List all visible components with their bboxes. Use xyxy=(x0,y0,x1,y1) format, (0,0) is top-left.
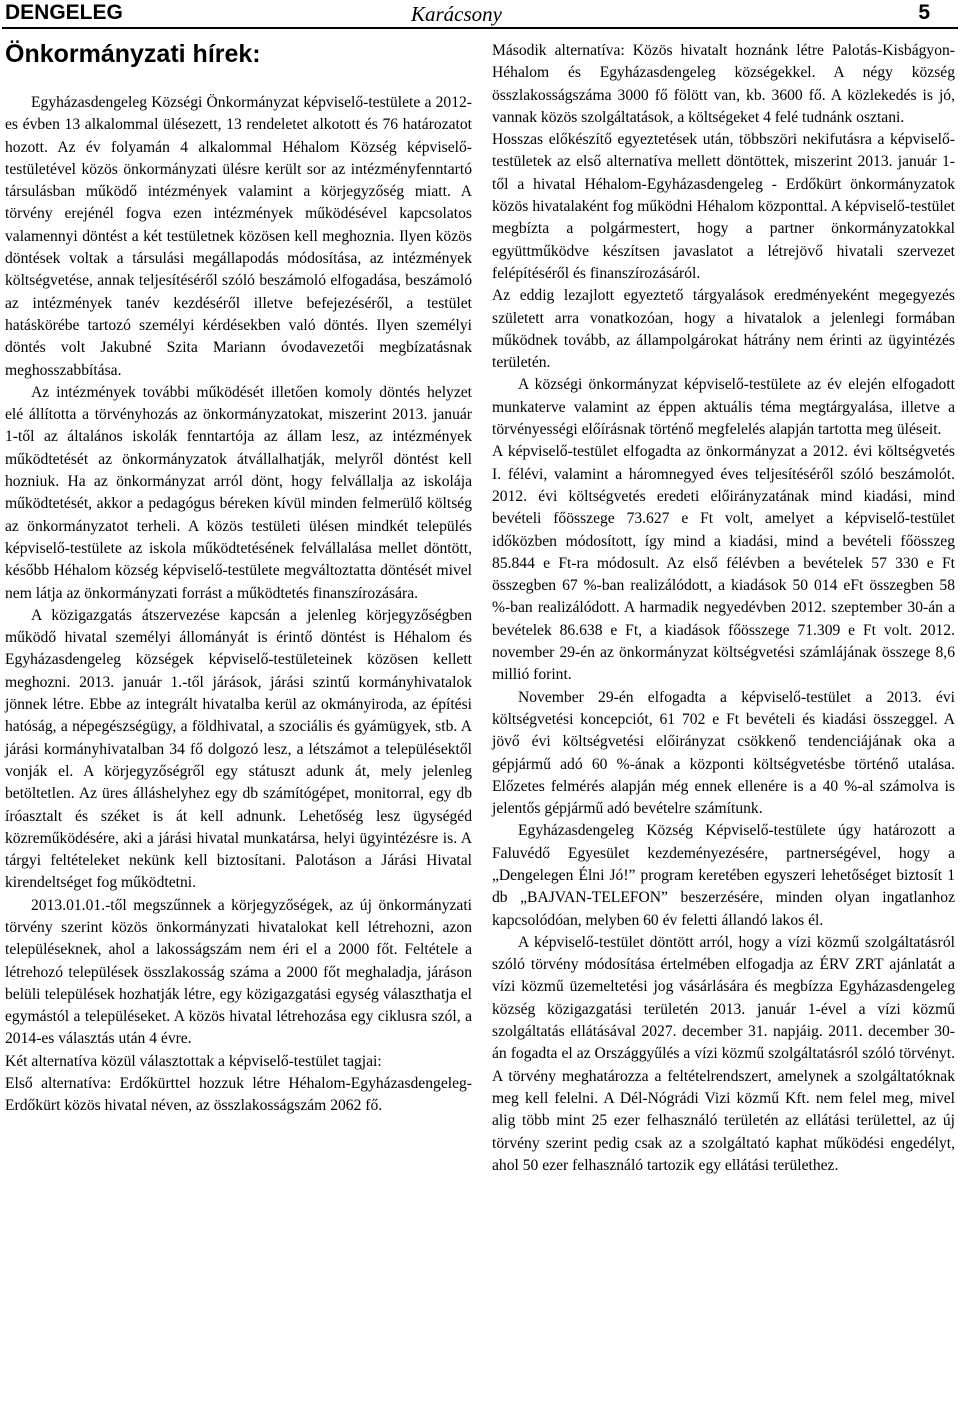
right-paragraph-2: Hosszas előkészítő egyeztetések után, többszöri nekifutásra a képviselő-testületek az első alternatíva mellett döntöttek, miszerint 2013. január 1-től a hivatal Héhalom-Egyházasdengeleg - Erdőkürt önkormányzatok közös hivatalaként fog működni Héhalom központtal. A képviselő-testület megbízta a polgármestert, hogy a partner önkormányzatokkal együttműködve készítsen javaslatot a létrejövő hivatali szervezet felépítéséről és finanszírozásáról. xyxy=(492,131,955,282)
left-paragraph-5: Két alternatíva közül választottak a képviselő-testület tagjai: xyxy=(5,1052,382,1070)
right-paragraph-5: A képviselő-testület elfogadta az önkormányzat a 2012. évi költségvetés I. félévi, valamint a háromnegyed éves teljesítéséről szóló beszámolót. 2012. évi költségvetés eredeti előirányzatának mind kiadási, mind bevételi főösszege 73.627 e Ft volt, amelyet a képviselő-testület időközben módosított, így mind a kiadási, mind a bevételi főösszeg 85.844 e Ft-ra módosult. Az első félévben a bevételek 57 330 e Ft összegben 67 %-ban realizálódott, a kiadások 50 014 eFt összegben 58 %-ban realizálódott. A harmadik negyedévben 2012. szeptember 30-án a bevételek 86.638 e Ft, a kiadások főösszege 71.309 e Ft volt. 2012. november 29-én az önkormányzat költségvetési számlájának összege 8,6 millió forint. xyxy=(492,443,955,684)
page-header xyxy=(0,0,960,30)
right-paragraph-4: A községi önkormányzat képviselő-testülete az év elején elfogadott munkaterve valamint az éppen aktuális téma megtárgyalása, illetve a törvényességi előírásnak történő megfelelés alapján tartotta meg üléseit. xyxy=(492,376,955,439)
left-paragraph-2: Az intézmények további működését illetően komoly döntés helyzet elé állította a törvényhozás az önkormányzatokat, miszerint 2013. január 1-től az általános iskolák fenntartója az állam lesz, az intézmények működtetését az önkormányzatok átvállalhatják, melyről döntést kell hozniuk. Ha az önkormányzat arról dönt, hogy felvállalja az iskolája működtetését, akkor a pedagógus béreken kívül minden felmerülő költség az önkormányzatot terheli. A közös testületi ülésen mindkét település képviselő-testülete az iskola működtetésének felvállalása mellet döntött, később Héhalom község képviselő-testülete megváltoztatta döntését mivel nem látja az önkormányzati forrást a működtetés finanszírozására. xyxy=(5,383,472,602)
right-paragraph-8: A képviselő-testület döntött arról, hogy a vízi közmű szolgáltatásról szóló törvény módosítása értelmében elfogadja az ÉRV ZRT ajánlatát a vízi közmű üzemeltetési jog vásárlására és megbízza Egyházasdengeleg község közigazgatási területén 2013. január 1-ével a vízi közmű szolgáltatás ellátásával 2027. december 31. napjáig. 2011. december 30-án fogadta el az Országgyűlés a vízi közmű szolgáltatásról szóló törvényt. A törvény meghatározza a feltételrendszert, amelynek a szolgáltatóknak meg kell felelni. A Dél-Nógrádi Vizi közmű Kft. nem felel meg, mivel alig több mint 25 ezer felhasználó területén az ellátási területtel, az új törvény szerint pedig csak az a szolgáltató kaphat működési engedélyt, ahol 50 ezer felhasználó tartozik egy ellátási területhez. xyxy=(492,933,955,1174)
issue-title: Karácsony xyxy=(411,2,502,26)
left-paragraph-1: Egyházasdengeleg Községi Önkormányzat képviselő-testülete a 2012-es évben 13 alkalommal ülésezett, 13 rendeletet alkotott és 76 határozatot hozott. Az év folyamán 4 alkalommal Héhalom Község képviselő-testületével közös önkormányzati ülésre került sor az intézményfenntartó társulásban működő intézmények valamint a körjegyzőség miatt. A törvény erejénél fogva ezen intézmények működésével kapcsolatos valamennyi döntést a két testületnek közösen kell meghoznia. Ilyen közös döntések voltak a társulási megállapodás módosítása, az intézmények költségvetése, annak teljesítéséről szóló beszámoló elfogadása, beszámoló az intézmények tanév kezdéséről illetve befejezéséről, a testület hatáskörébe tartozó személyi kérdésekben való döntés. Ilyen személyi döntés volt Jakubné Szita Mariann óvodavezetői megbízatásnak meghosszabbítása. xyxy=(5,94,472,379)
page-number: 5 xyxy=(918,1,930,24)
section-title: Önkormányzati hírek: xyxy=(5,40,261,68)
left-paragraph-6: Első alternatíva: Erdőkürttel hozzuk létre Héhalom-Egyházasdengeleg- Erdőkürt közös hivatal néven, az összlakosságszám 2062 fő. xyxy=(5,1075,472,1115)
right-paragraph-7: Egyházasdengeleg Község Képviselő-testülete úgy határozott a Faluvédő Egyesület kezdeményezésére, partnerségével, hogy a „Dengelegen Élni Jó!” program keretében egyszeri lehetőséget biztosít 1 db „BAJVAN-TELEFON” beszerzésére, minden olyan ingatlanhoz kapcsolódóan, melyben 60 év feletti állandó lakos él. xyxy=(492,822,955,929)
right-paragraph-3: Az eddig lezajlott egyeztető tárgyalások eredményeként megegyezés született arra vonatkozóan, hogy a hivatalok a jelenlegi formában működnek tovább, az állampolgárokat hátrány nem érinti az ügyintézés területén. xyxy=(492,287,955,372)
right-column xyxy=(492,40,955,1177)
publication-name: DENGELEG xyxy=(5,1,123,24)
header-rule xyxy=(2,27,958,29)
left-paragraph-3: A közigazgatás átszervezése kapcsán a jelenleg körjegyzőségben működő hivatal személyi állományát is érintő döntést is Héhalom és Egyházasdengeleg községek képviselő-testületeinek közösen kellett meghozni. 2013. január 1.-től járások, járási szintű kormányhivatalok jönnek létre. Ebbe az integrált hivatalba kerül az okmányiroda, az építési hatóság, a népegészségügy, a földhivatal, a szociális és gyámügyek, stb. A járási kormányhivatalban 34 fő dolgozó lesz, a létszámot a településektől vonják el. A körjegyzőségről egy státuszt adunk át, mely jelenleg betöltetlen. Az üres álláshelyhez egy db számítógépet, monitorral, egy db íróasztalt és széket is át kell adnunk. Lehetőség lesz ügységéd közreműködésére, aki a járási hivatal munkatársa, helyi ügyintézésre is. A tárgyi feltételeket nekünk kell biztosítani. Palotáson a Járási Hivatal kirendeltséget fog működtetni. xyxy=(5,606,472,892)
left-paragraph-4: 2013.01.01.-től megszűnnek a körjegyzőségek, az új önkormányzati törvény szerint közös önkormányzati hivatalokat kell létrehozni, azon településeknek, ahol a lakosságszám nem éri el a 2000 főt. Feltétele a létrehozó települések összlakosság száma a 2000 főt meghaladja, járáson belüli települések hozhatják létre, egy közigazgatási egység választhatja el egymástól a településeket. A közös hivatal létrehozása egy ciklusra szól, a 2014-es választás után 4 évre. xyxy=(5,896,472,1048)
left-column xyxy=(5,92,472,1118)
right-paragraph-1: Második alternatíva: Közös hivatalt hoznánk létre Palotás-Kisbágyon- Héhalom és Egyházasdengeleg községekkel. A négy község összlakosságszáma 3000 fő fölött van, kb. 3600 fő. A közlekedés is jó, vannak közös szolgáltatások, a költségeket 4 felé tudnánk osztani. xyxy=(492,42,955,126)
right-paragraph-6: November 29-én elfogadta a képviselő-testület a 2013. évi költségvetési koncepciót, 61 702 e Ft bevételi és kiadási összeggel. A jövő évi költségvetési előirányzat csökkenő tendenciájának oka a gépjármű adó 60 %-ának a központi költségvetésbe történő utalása. Előzetes felmérés alapján még ennek ellenére is a 40 %-al számolva is jelentős gépjármű adó bevételre számítunk. xyxy=(492,688,955,818)
